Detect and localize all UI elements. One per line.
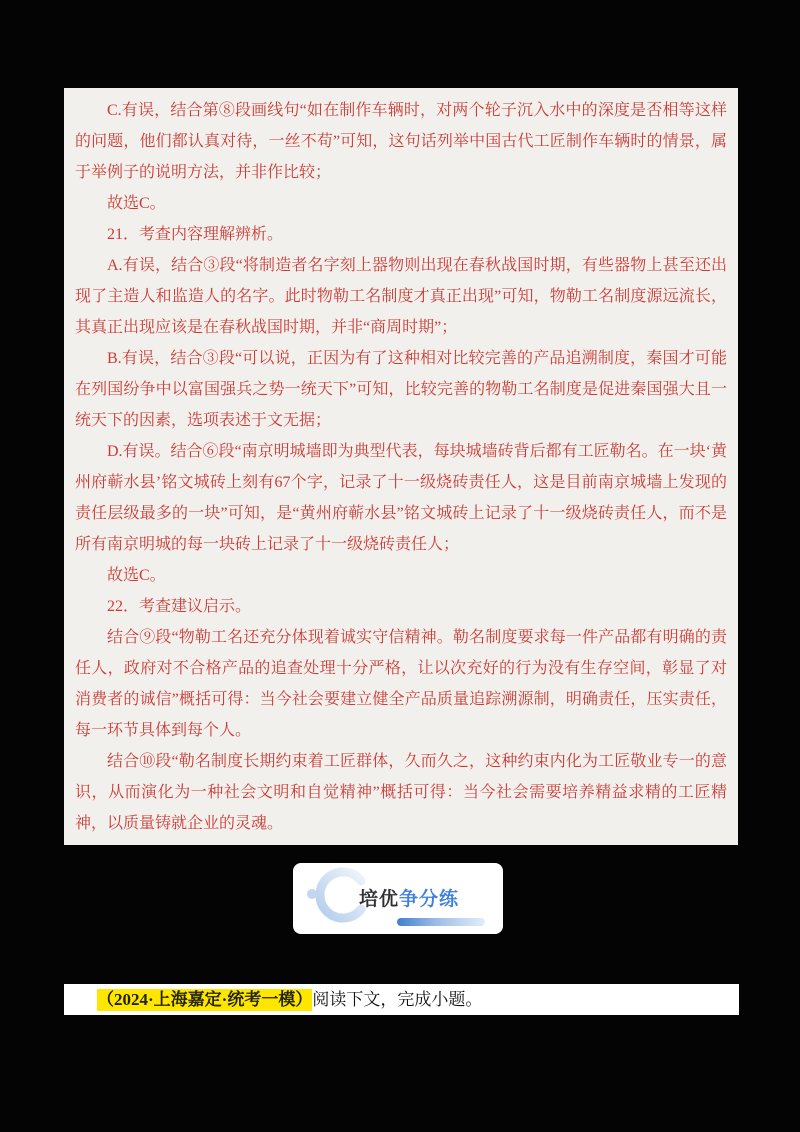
brand-dot-icon — [307, 889, 317, 899]
answer-paragraph: D.有误。结合⑥段“南京明城墙即为典型代表，每块城墙砖背后都有工匠勒名。在一块‘黄州府蕲水县’铭文城砖上刻有67个字，记录了十一级烧砖责任人，这是目前南京城墙上发现的责任层级最多的一块”可知，是“黄州府蕲水县”铭文城砖上记录了十一级烧砖责任人，而不是所有南京明城的每一块砖上记录了十一级烧砖责任人； — [75, 443, 727, 553]
answer-paragraph: 结合⑨段“物勒工名还充分体现着诚实守信精神。勒名制度要求每一件产品都有明确的责任人，政府对不合格产品的追查处理十分严格，让以次充好的行为没有生存空间，彰显了对消费者的诚信”概括可得：当今社会要建立健全产品质量追踪溯源制，明确责任，压实责任，每一环节具体到每个人。 — [75, 629, 727, 739]
answer-paragraph: C.有误，结合第⑧段画线句“如在制作车辆时，对两个轮子沉入水中的深度是否相等这样的问题，他们都认真对待，一丝不苟”可知，这句话列举中国古代工匠制作车辆时的情景，属于举例子的说明方法，并非作比较； — [75, 102, 727, 181]
brand-title-blue: 争分练 — [399, 889, 460, 910]
answer-paragraph: 22．考查建议启示。 — [107, 598, 252, 615]
brand-badge — [293, 863, 503, 934]
source-line-text: 阅读下文，完成小题。 — [312, 990, 483, 1009]
answer-paragraph: A.有误，结合③段“将制造者名字刻上器物则出现在春秋战国时期，有些器物上甚至还出现了主造人和监造人的名字。此时物勒工名制度才真正出现”可知，物勒工名制度源远流长，其真正出现应该是在春秋战国时期，并非“商周时期”； — [75, 257, 727, 336]
answer-paragraph: B.有误，结合③段“可以说，正因为有了这种相对比较完善的产品追溯制度，秦国才可能在列国纷争中以富国强兵之势一统天下”可知，比较完善的物勒工名制度是促进秦国强大且一统天下的因素，选项表述于文无据； — [75, 350, 727, 429]
answer-paragraph: 结合⑩段“勒名制度长期约束着工匠群体，久而久之，这种约束内化为工匠敬业专一的意识，从而演化为一种社会文明和自觉精神”概括可得：当今社会需要培养精益求精的工匠精神，以质量铸就企业的灵魂。 — [75, 753, 727, 832]
brand-title-dark: 培优 — [359, 889, 400, 910]
answer-paragraph: 故选C。 — [107, 195, 166, 212]
answer-sheet-page — [64, 88, 738, 845]
brand-title — [359, 884, 459, 911]
answer-paragraph: 21．考查内容理解辨析。 — [107, 226, 284, 243]
brand-underline-bar — [397, 918, 485, 926]
exam-source-highlight: （2024·上海嘉定·统考一模） — [97, 990, 313, 1009]
answer-paragraph: 故选C。 — [107, 567, 166, 584]
source-line-band — [64, 984, 739, 1015]
answer-text-block — [75, 95, 727, 839]
